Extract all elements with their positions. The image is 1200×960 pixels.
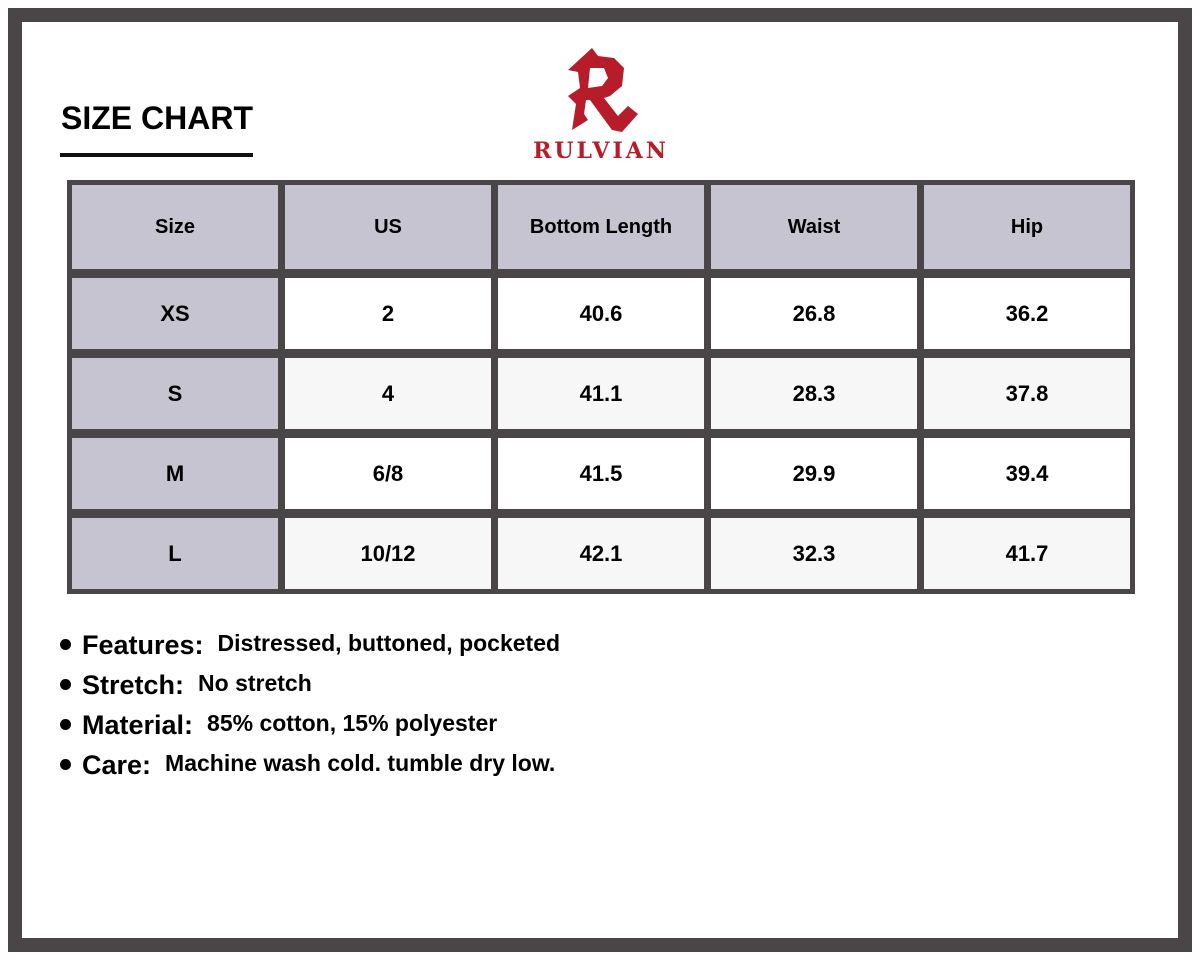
- bullet-icon: [60, 639, 71, 650]
- cell-us: 2: [285, 278, 491, 349]
- cell-hip: 39.4: [924, 438, 1130, 509]
- bullet-icon: [60, 759, 71, 770]
- cell-us: 6/8: [285, 438, 491, 509]
- feature-label: Material:: [82, 709, 194, 740]
- brand-logo: [520, 40, 682, 165]
- feature-label: Features:: [82, 629, 204, 660]
- feature-item: [58, 665, 560, 705]
- feature-item: [58, 625, 560, 665]
- size-table: [67, 180, 1135, 594]
- cell-waist: 32.3: [711, 518, 917, 589]
- feature-value: Distressed, buttoned, pocketed: [217, 629, 561, 656]
- column-header-us: US: [285, 185, 491, 269]
- cell-bottom-length: 40.6: [498, 278, 704, 349]
- column-header-hip: Hip: [924, 185, 1130, 269]
- feature-label: Care:: [82, 749, 152, 780]
- cell-size: M: [72, 438, 278, 509]
- cell-us: 10/12: [285, 518, 491, 589]
- feature-label: Stretch:: [82, 669, 185, 700]
- cell-bottom-length: 42.1: [498, 518, 704, 589]
- feature-value: Machine wash cold. tumble dry low.: [165, 749, 556, 776]
- cell-bottom-length: 41.5: [498, 438, 704, 509]
- feature-item: [58, 705, 560, 745]
- cell-size: S: [72, 358, 278, 429]
- brand-name: RULVIAN: [533, 138, 669, 164]
- product-features: [58, 625, 560, 785]
- page-title: SIZE CHART: [61, 100, 253, 136]
- cell-waist: 29.9: [711, 438, 917, 509]
- title-underline: [60, 153, 253, 157]
- cell-hip: 37.8: [924, 358, 1130, 429]
- rulvian-r-logo-icon: [558, 42, 644, 134]
- cell-waist: 28.3: [711, 358, 917, 429]
- cell-size: L: [72, 518, 278, 589]
- feature-value: No stretch: [198, 669, 312, 696]
- column-header-bottom-length: Bottom Length: [498, 185, 704, 269]
- column-header-waist: Waist: [711, 185, 917, 269]
- cell-size: XS: [72, 278, 278, 349]
- cell-bottom-length: 41.1: [498, 358, 704, 429]
- column-header-size: Size: [72, 185, 278, 269]
- feature-item: [58, 745, 560, 785]
- bullet-icon: [60, 719, 71, 730]
- cell-hip: 41.7: [924, 518, 1130, 589]
- cell-waist: 26.8: [711, 278, 917, 349]
- cell-us: 4: [285, 358, 491, 429]
- feature-value: 85% cotton, 15% polyester: [207, 709, 498, 736]
- bullet-icon: [60, 679, 71, 690]
- cell-hip: 36.2: [924, 278, 1130, 349]
